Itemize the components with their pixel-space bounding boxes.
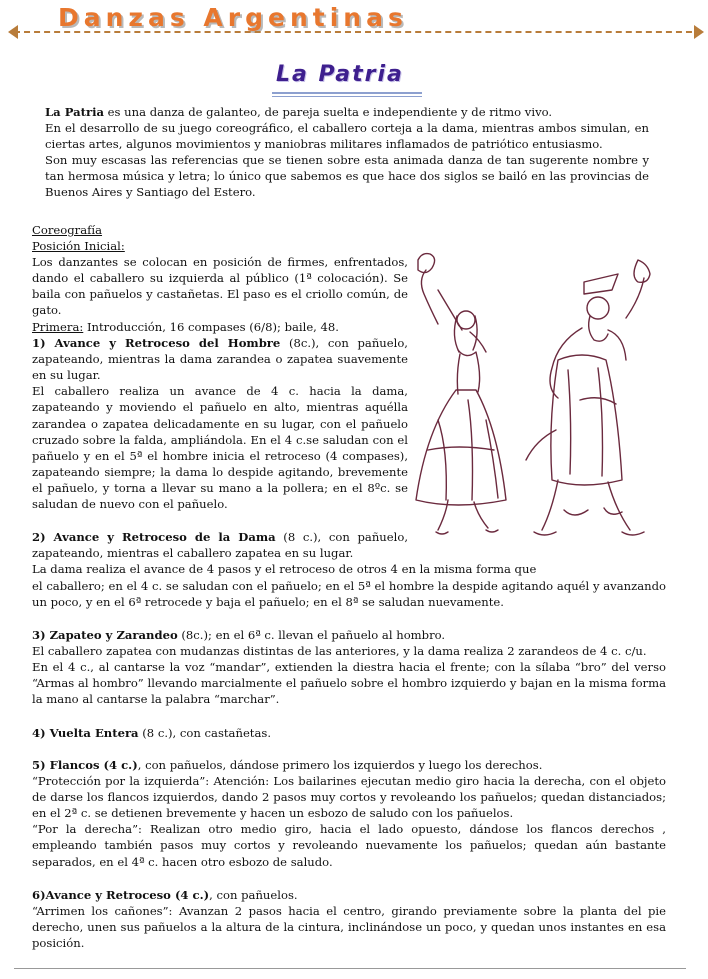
bottom-divider [14,968,686,969]
figure-5-heading [32,757,666,773]
figure-1-heading [32,335,408,383]
figure-2-title: 2) Avance y Retroceso de la Dama [32,530,276,544]
choreography-heading-block [32,222,408,319]
dancing-couple-sketch-icon [416,254,650,535]
figure-4-title: 4) Vuelta Entera [32,726,139,740]
arrow-right-icon [694,25,704,39]
figure-4-block [32,725,666,741]
title-underline-secondary [272,96,422,97]
initial-position-heading: Posición Inicial: [32,239,125,254]
figure-6-meta: , con pañuelos. [209,888,298,902]
figure-6-title: 6)Avance y Retroceso (4 c.) [32,888,210,902]
figure-5-text-b: “Por la derecha”: Realizan otro medio giro, hacia el lado opuesto, dándose los flancos derechos , empleando también pasos muy cortos y revoleando nuevamente los pañuelos; quedan aún bastante separados, en el 4ª c. hacen otro esbozo de saludo. [32,822,666,869]
primera-line [32,319,408,335]
figure-5-title: 5) Flancos (4 c.) [32,758,138,772]
figure-6-text: “Arrimen los cañones”: Avanzan 2 pasos hacia el centro, girando previamente sobre la planta del pie derecho, unen sus pañuelos a la altura de la cintura, inclinándose un poco, y quedan unos instantes en esa posición. [32,904,666,951]
figure-3-text-a: El caballero zapatea con mudanzas distintas de las anteriores, y la dama realiza 2 zarandeos de 4 c. c/u. [32,644,647,659]
figure-3-heading [32,627,666,643]
choreography-heading: Coreografía [32,223,103,237]
site-title: Danzas Argentinas [58,3,408,32]
intro-paragraph-2: En el desarrollo de su juego coreográfico, el caballero corteja a la dama, mientras ambos simulan, en ciertas artes, algunos movimientos y maniobras militares inflamados de patriótico entusiasmo. [45,121,649,152]
intro-dance-name: La Patria [45,105,104,119]
intro-block [45,104,649,201]
figure-2-text-b: el caballero; en el 4 c. se saludan con el pañuelo; en el 5ª el hombre la despide agitando aquél y avanzando un poco, y en el 6ª retrocede y baja el pañuelo; en el 8ª se saludan nuevamente. [32,579,666,610]
figure-3-block [32,627,666,707]
primera-block [32,319,408,512]
figure-3-meta: (8c.); en el 6ª c. llevan el pañuelo al hombro. [177,628,446,642]
figure-5-text-a: “Protección por la izquierda”: Atención: Los bailarines ejecutan medio giro hacia la derecha, con el objeto de darse los flancos izquierdos, dando 2 pasos muy cortos y revoleando los pañuelos; quedan distanciados; en el 2ª c. se detienen brevemente y hacen un esbozo de saludo con los pañuelos. [32,774,666,821]
figure-3-title: 3) Zapateo y Zarandeo [32,628,178,642]
primera-text: Introducción, 16 compases (6/8); baile, 48. [83,320,339,334]
figure-1-text: El caballero realiza un avance de 4 c. hacia la dama, zapateando y moviendo el pañuelo en alto, mientras aquélla zarandea o zapatea delicadamente en su lugar, con el pañuelo cruzado sobre la falda, ampliándola. En el 4 c.se saludan con el pañuelo y en el 5ª el hombre inicia el retroceso (4 compases), zapateando siempre; la dama lo despide agitando, brevemente el pañuelo, y torna a llevar su mano a la pollera; en el 8ºc. se saludan de nuevo con el pañuelo. [32,384,408,512]
page-title: La Patria [276,62,404,87]
figure-2-text-a: La dama realiza el avance de 4 pasos y el retroceso de otros 4 en la misma forma que [32,562,537,577]
intro-paragraph-3: Son muy escasas las referencias que se tienen sobre esta animada danza de tan sugerente nombre y tan hermosa música y letra; lo único que sabemos es que hace dos siglos se bailó en las provincias de Buenos Aires y Santiago del Estero. [45,153,649,200]
figure-4-meta: (8 c.), con castañetas. [138,726,272,740]
figure-5-meta: , con pañuelos, dándose primero los izquierdos y luego los derechos. [137,758,543,772]
primera-label: Primera: [32,320,84,334]
figure-5-block [32,757,666,870]
title-underline [272,92,422,94]
figure-2-meta: (8 c.), con pañuelo, zapateando, mientras el caballero zapatea en su lugar. [32,530,408,561]
figure-6-block [32,887,666,951]
figure-3-text-b: En el 4 c., al cantarse la voz “mandar”, extienden la diestra hacia el frente; con la sílaba “bro” del verso “Armas al hombro” llevando marcialmente el pañuelo sobre el hombro izquierdo y bajan en la misma forma la mano al cantarse la palabra “marchar”. [32,660,666,707]
page-header [0,0,708,44]
figure-1-title: 1) Avance y Retroceso del Hombre [32,336,281,351]
figure-1-meta: (8c.), con pañuelo, zapateando, mientras la dama zarandea o zapatea suavemente en su lugar. [32,336,408,383]
initial-position-text: Los danzantes se colocan en posición de firmes, enfrentados, dando el caballero su izquierda al público (1ª colocación). Se baila con pañuelos y castañetas. El paso es el criollo común, de gato. [32,255,408,318]
intro-line1-text: es una danza de galanteo, de pareja suelta e independiente y de ritmo vivo. [104,105,553,119]
figure-2-heading [32,529,408,561]
intro-paragraph-1 [45,104,649,120]
header-divider [14,31,702,33]
dancing-couple-illustration [408,250,676,555]
figure-2-block [32,529,537,577]
figure-6-heading [32,887,666,903]
